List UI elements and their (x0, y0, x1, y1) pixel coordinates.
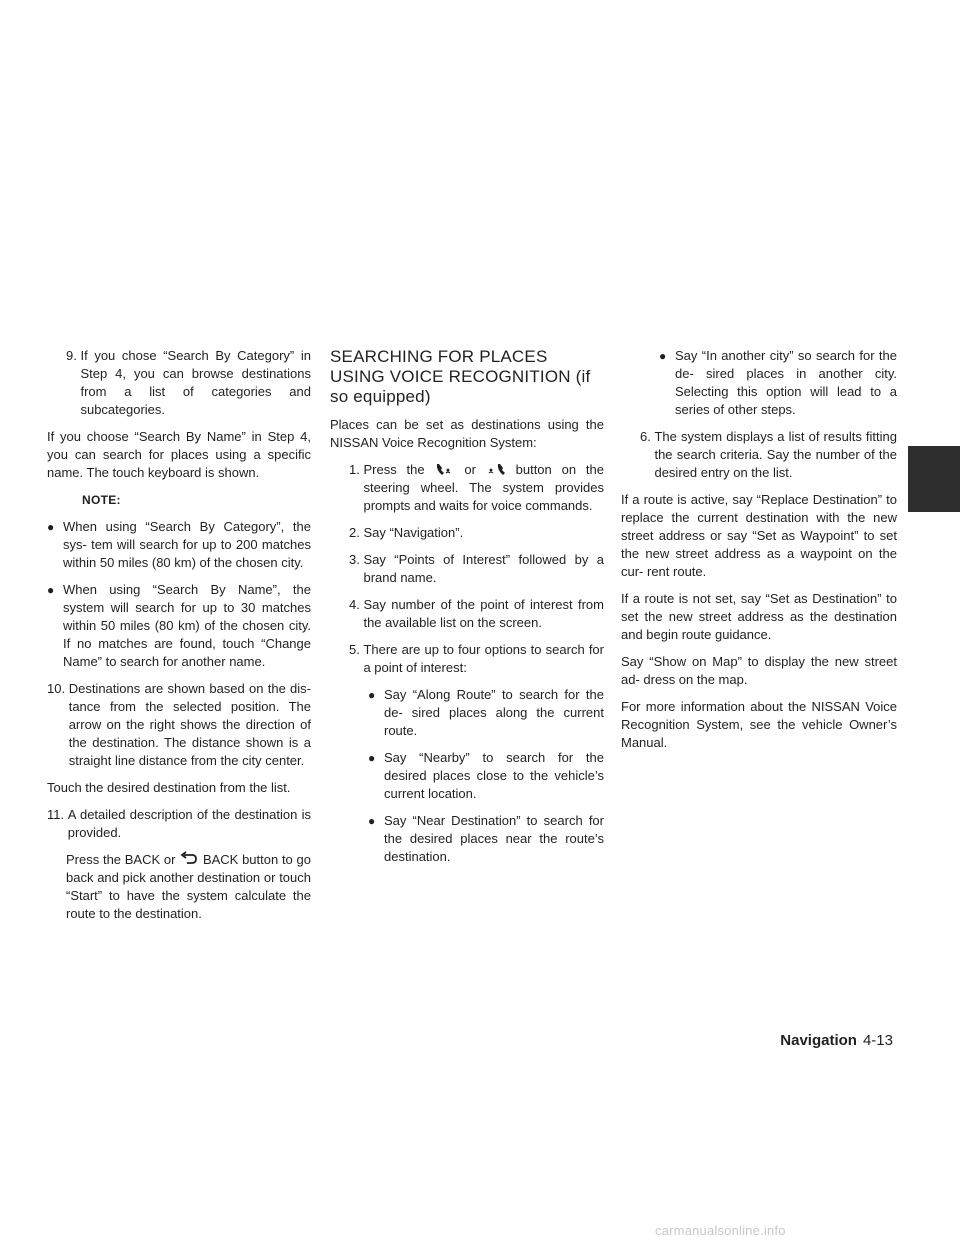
option-text: Say “Nearby” to search for the desired places close to the vehicle’s current location. (384, 750, 604, 801)
item-text: Destinations are shown based on the dis- tance from the selected position. The arrow on the right shows the direction of the destination. The distance shown is a straight line distance from the city center. (68, 681, 311, 768)
paragraph-intro: Places can be set as destinations using the NISSAN Voice Recognition System: (330, 417, 604, 450)
step-number: 3. (349, 552, 360, 567)
item-number: 9. (66, 348, 77, 363)
section-heading: SEARCHING FOR PLACES USING VOICE RECOGNITION (if so equipped) (330, 347, 591, 406)
step1-text-b: button on the steering wheel. The system provides prompts and waits for voice commands. (363, 462, 604, 513)
back-arrow-icon (179, 851, 199, 867)
press-back-text-a: Press the BACK or (66, 852, 176, 867)
step-number: 5. (349, 642, 360, 657)
paragraph-more-info: For more information about the NISSAN Voice Recognition System, see the vehicle Owner’s Manual. (621, 699, 897, 750)
paragraph-show-map: Say “Show on Map” to display the new street ad- dress on the map. (621, 654, 897, 687)
paragraph-touch: Touch the desired destination from the list. (47, 780, 291, 795)
column-left (47, 347, 311, 932)
step-2 (330, 524, 604, 542)
step-number: 1. (349, 462, 360, 477)
step1-or: or (464, 462, 476, 477)
watermark: carmanualsonline.info (655, 1223, 786, 1238)
step-text: There are up to four options to search for a point of interest: (363, 642, 604, 675)
bullet-icon: ● (47, 520, 55, 534)
column-middle (330, 347, 604, 875)
bullet-icon: ● (659, 349, 667, 363)
bullet-item (47, 581, 311, 671)
item-number: 11. (47, 807, 65, 822)
step1-text-a: Press the (363, 462, 425, 477)
list-item-10 (47, 680, 311, 770)
page-footer (780, 1032, 893, 1050)
paragraph-press-back (47, 851, 311, 923)
press-back-text-b: BACK button to go back and pick another destination or touch “Start” to have the system calculate the route to the destination. (66, 852, 311, 921)
list-item-11 (47, 806, 311, 842)
step-4 (330, 596, 604, 632)
paragraph-route-active: If a route is active, say “Replace Destination” to replace the current destination with the new street address or say “Set as Waypoint” to set the new street address as a waypoint on the cur- rent route. (621, 492, 897, 579)
talk-phone-icon (434, 461, 454, 477)
footer-section-title: Navigation (780, 1032, 857, 1049)
step-1 (330, 461, 604, 515)
bullet-icon: ● (368, 688, 376, 702)
step-text (363, 461, 604, 515)
section-tab-marker (908, 446, 960, 512)
bullet-icon: ● (47, 583, 55, 597)
option-text: Say “In another city” so search for the de- sired places in another city. Selecting this option will lead to a series of other steps. (675, 348, 897, 417)
option-text: Say “Near Destination” to search for the desired places near the route’s destination. (384, 813, 604, 864)
option-near-destination (330, 812, 604, 866)
step-text: Say “Points of Interest” followed by a brand name. (363, 552, 604, 585)
bullet-icon: ● (368, 751, 376, 765)
item-number: 10. (47, 681, 66, 696)
step-text: The system displays a list of results fitting the search criteria. Say the number of the desired entry on the list. (654, 429, 897, 480)
item-text: If you chose “Search By Category” in Step 4, you can browse destinations from a list of categories and subcategories. (80, 348, 311, 417)
paragraph-search-by-name: If you choose “Search By Name” in Step 4, you can search for places using a specific name. The touch keyboard is shown. (47, 429, 311, 480)
bullet-icon: ● (368, 814, 376, 828)
list-item-9 (47, 347, 311, 419)
option-another-city (621, 347, 897, 419)
bullet-text: When using “Search By Name”, the system will search for up to 30 matches within 50 miles (80 km) of the chosen city. If no matches are found, touch “Change Name” to search for another name. (63, 582, 311, 669)
step-number: 2. (349, 525, 360, 540)
option-along-route (330, 686, 604, 740)
bullet-item (47, 518, 311, 572)
phone-talk-icon (486, 461, 506, 477)
step-number: 4. (349, 597, 360, 612)
column-right (621, 347, 897, 761)
option-nearby (330, 749, 604, 803)
step-5 (330, 641, 604, 677)
step-6 (621, 428, 897, 482)
note-label: NOTE: (82, 493, 121, 507)
footer-page-number: 4-13 (862, 1032, 893, 1049)
paragraph-route-not-set: If a route is not set, say “Set as Destination” to set the new street address as the destination and begin route guidance. (621, 591, 897, 642)
option-text: Say “Along Route” to search for the de- sired places along the current route. (384, 687, 604, 738)
step-number: 6. (640, 429, 651, 444)
item-text: A detailed description of the destination is provided. (67, 807, 311, 840)
bullet-text: When using “Search By Category”, the sys- tem will search for up to 200 matches within 50 miles (80 km) of the chosen city. (63, 519, 311, 570)
step-text: Say “Navigation”. (363, 525, 464, 540)
step-text: Say number of the point of interest from the available list on the screen. (363, 597, 604, 630)
step-3 (330, 551, 604, 587)
